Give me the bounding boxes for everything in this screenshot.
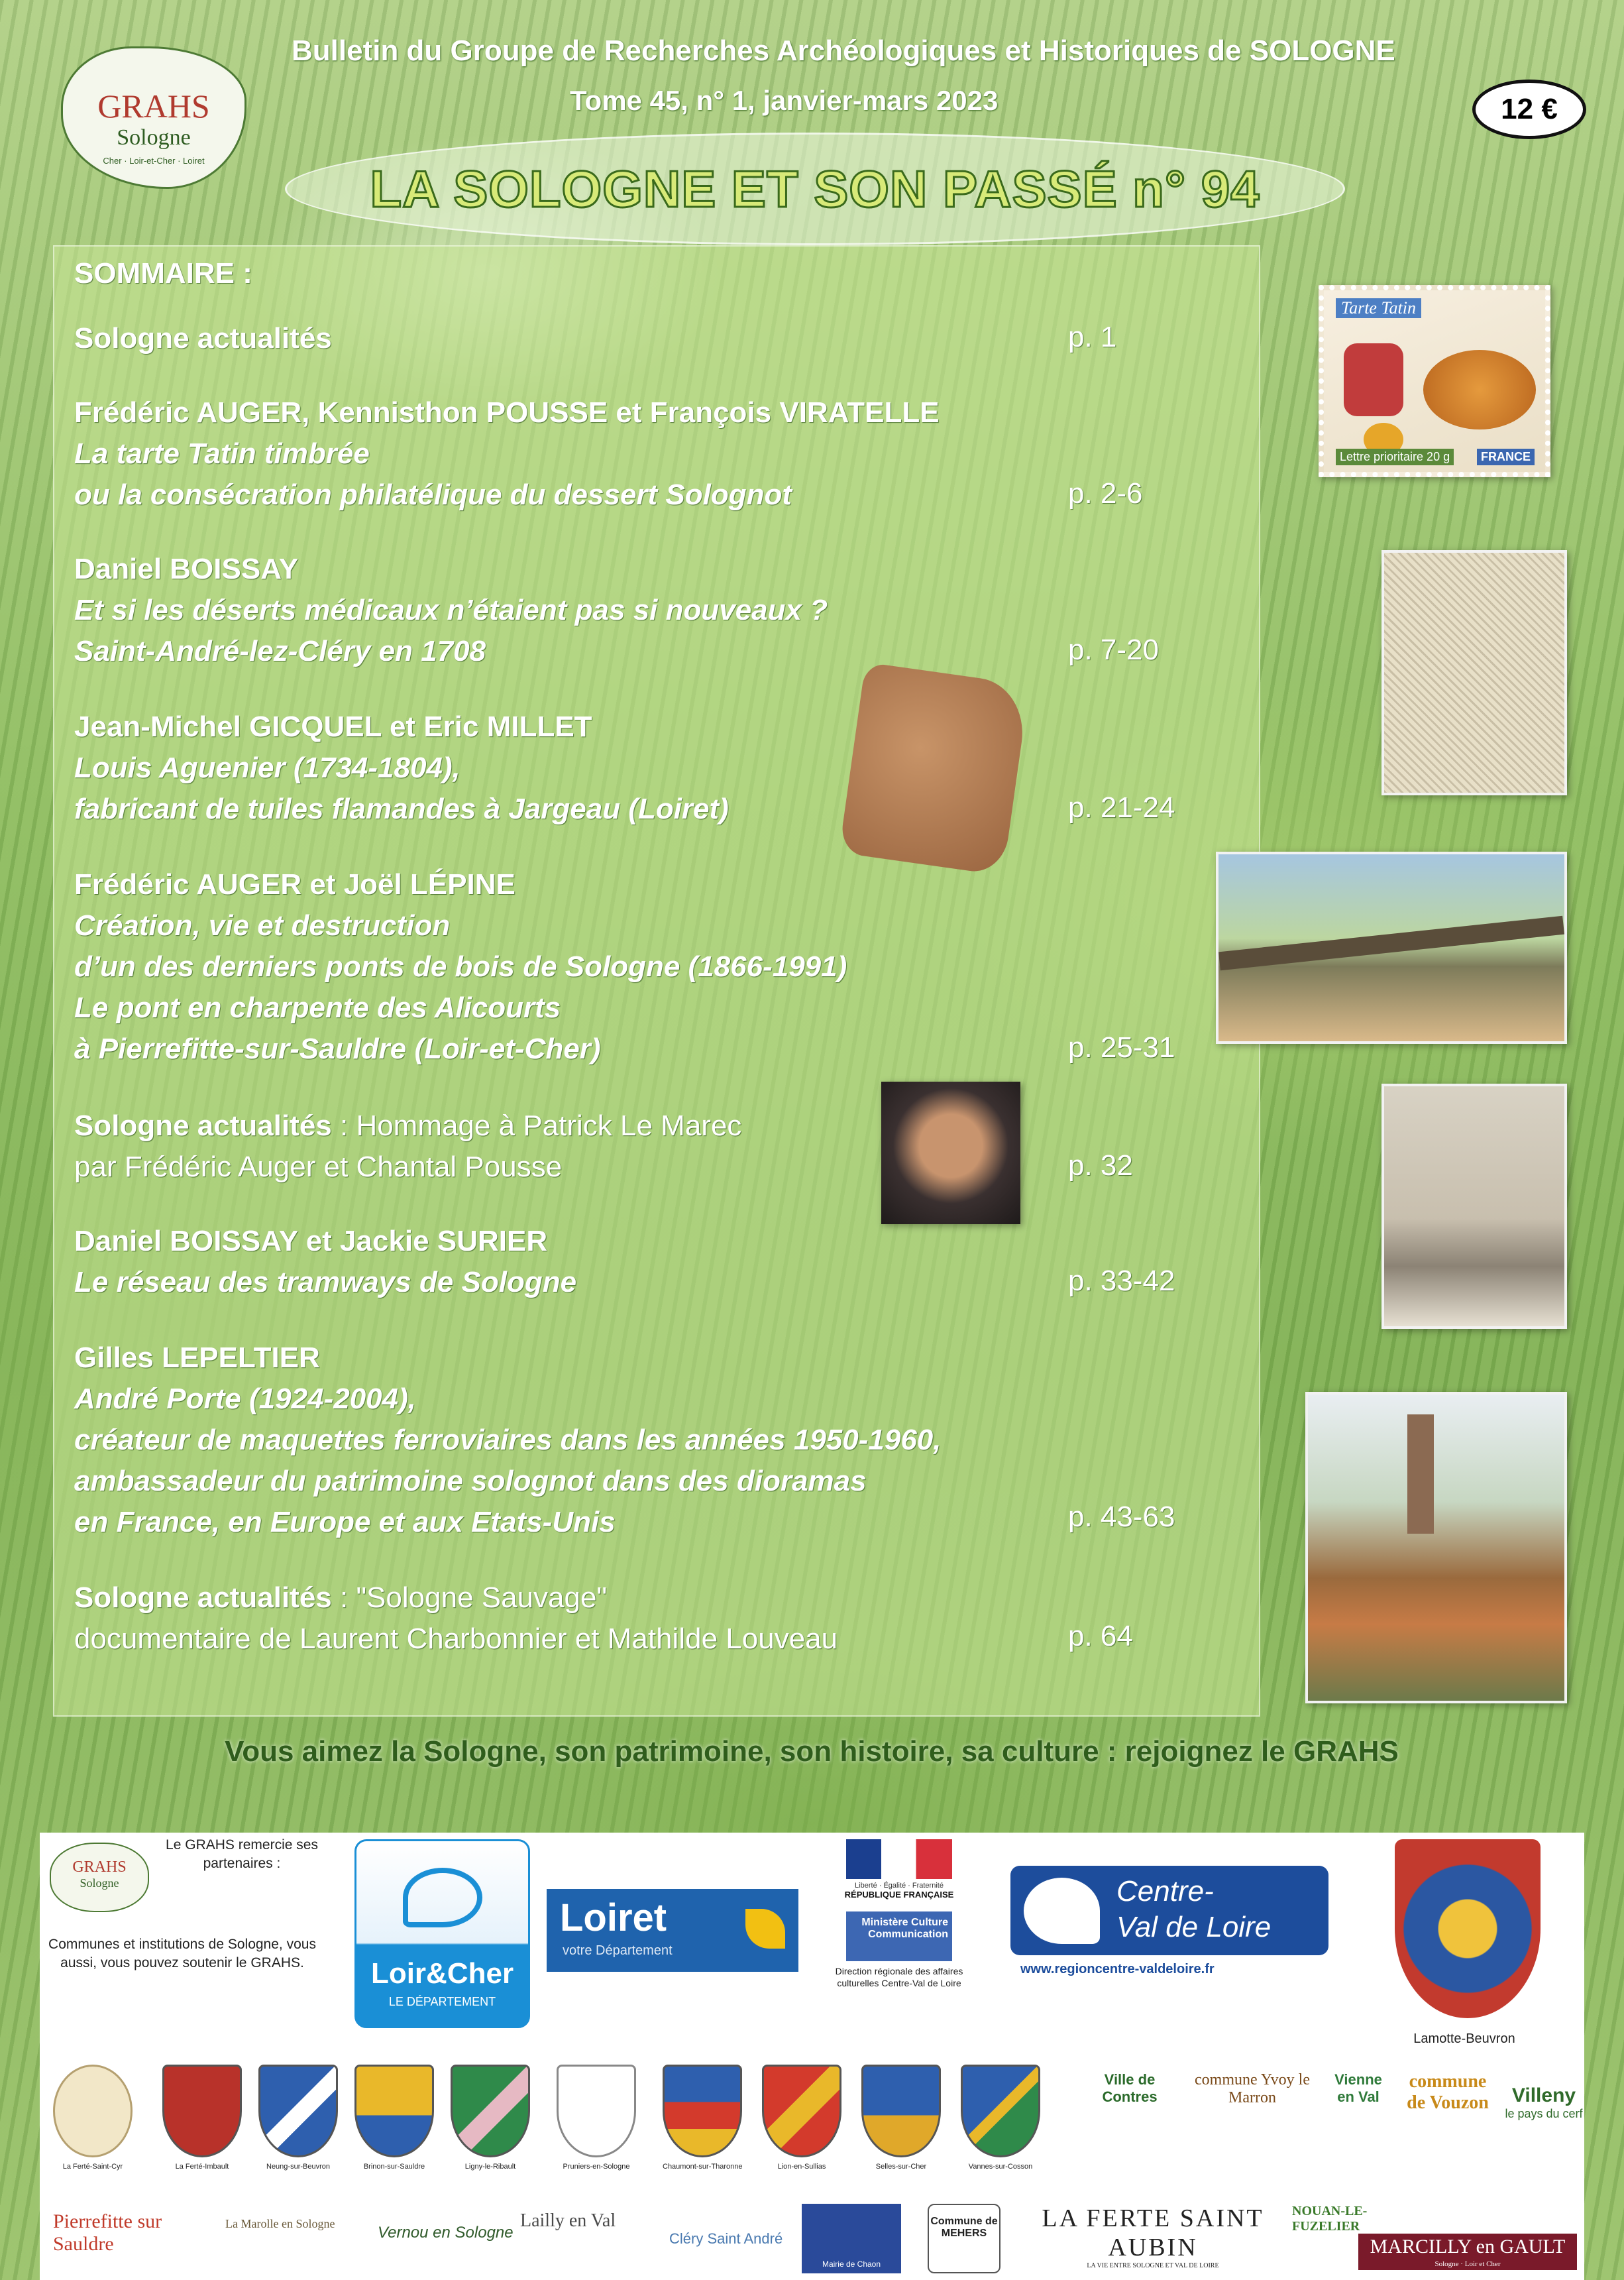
chaon-logo: Mairie de Chaon bbox=[802, 2204, 901, 2273]
commune-name: Ligny-le-Ribault bbox=[464, 2163, 516, 2171]
commune-name: Selles-sur-Cher bbox=[875, 2163, 927, 2171]
culture-ministry: Ministère Culture Communication bbox=[846, 1911, 952, 1961]
grahs-small-logo bbox=[50, 1843, 149, 1912]
cvl-url: www.regioncentre-valdeloire.fr bbox=[1020, 1962, 1215, 1976]
drac-label: Direction régionale des affaires culturelles Centre-Val de Loire bbox=[835, 1966, 963, 1988]
commune-name: La Ferté-Saint-Cyr bbox=[62, 2163, 123, 2171]
toc-title-line: d’un des derniers ponts de bois de Sologne (1866-1991) bbox=[74, 950, 847, 983]
commune-shield bbox=[258, 2065, 338, 2171]
commune-shield bbox=[762, 2065, 841, 2171]
villeny-tagline: le pays du cerf bbox=[1505, 2107, 1583, 2120]
commune-shield bbox=[53, 2065, 133, 2171]
toc-authors: Frédéric AUGER et Joël LÉPINE bbox=[74, 868, 515, 901]
bulletin-title: Bulletin du Groupe de Recherches Archéologiques et Historiques de SOLOGNE bbox=[292, 34, 1395, 67]
partners-footer bbox=[40, 1833, 1584, 2280]
toc-authors bbox=[74, 1577, 1201, 1619]
vienne-en-val-logo: Vienne en Val bbox=[1334, 2071, 1382, 2105]
rf-name: RÉPUBLIQUE FRANÇAISE bbox=[844, 1890, 954, 1900]
commune-shield bbox=[557, 2065, 636, 2171]
toc-page: p. 64 bbox=[1068, 1620, 1133, 1652]
commune-name: Vannes-sur-Cosson bbox=[968, 2163, 1033, 2171]
la-ferte-saint-aubin-tagline: LA VIE ENTRE SOLOGNE ET VAL DE LOIRE bbox=[1087, 2262, 1219, 2269]
villeny-name: Villeny bbox=[1511, 2084, 1576, 2106]
loiret-leaf-icon bbox=[745, 1909, 785, 1949]
toc-entry bbox=[74, 318, 1201, 359]
page-title: LA SOLOGNE ET SON PASSÉ n° 94 bbox=[370, 160, 1260, 218]
toc-title-line: Saint-André-lez-Cléry en 1708 bbox=[74, 635, 486, 667]
villeny-logo bbox=[1504, 2084, 1584, 2121]
coat-of-arms bbox=[451, 2065, 530, 2157]
partners-thanks: Le GRAHS remercie ses partenaires : bbox=[166, 1837, 318, 1871]
commune-name: Chaumont-sur-Tharonne bbox=[663, 2163, 743, 2171]
centre-val-de-loire-logo bbox=[1010, 1866, 1328, 1955]
toc-title-line: Louis Aguenier (1734-1804), bbox=[74, 752, 460, 784]
commune-name: Lion-en-Sullias bbox=[777, 2163, 826, 2171]
toc-authors: Daniel BOISSAY et Jackie SURIER bbox=[74, 1225, 548, 1257]
toc-title-line: Et si les déserts médicaux n’étaient pas si nouveaux ? bbox=[74, 594, 828, 626]
toc-entry bbox=[74, 549, 1201, 672]
diorama-steeple bbox=[1407, 1414, 1434, 1534]
issue-info: Tome 45, n° 1, janvier-mars 2023 bbox=[570, 85, 999, 116]
loir-et-cher-sub: LE DÉPARTEMENT bbox=[388, 1995, 496, 2008]
toc-title-line: à Pierrefitte-sur-Sauldre (Loir-et-Cher) bbox=[74, 1033, 601, 1065]
marcilly-en-gault-logo bbox=[1358, 2234, 1577, 2270]
toc-title-line: ou la consécration philatélique du dessert Solognot bbox=[74, 479, 792, 511]
toc-title-line: Le pont en charpente des Alicourts bbox=[74, 992, 561, 1024]
cvl-name: Centre- Val de Loire bbox=[1116, 1875, 1272, 1943]
commune-shield bbox=[354, 2065, 434, 2171]
coat-of-arms bbox=[354, 2065, 434, 2157]
stamp-country: FRANCE bbox=[1477, 449, 1535, 465]
toc-authors-bold: Sologne actualités bbox=[74, 1581, 332, 1614]
marcilly-name: MARCILLY en GAULT bbox=[1370, 2236, 1566, 2257]
tarte-tatin-stamp-image bbox=[1319, 285, 1550, 477]
la-ferte-saint-aubin-logo bbox=[1020, 2204, 1285, 2269]
sommaire-label: SOMMAIRE : bbox=[74, 257, 252, 290]
loir-et-cher-logo bbox=[354, 1839, 530, 2028]
toc-authors-bold: Sologne actualités bbox=[74, 1110, 332, 1142]
coat-of-arms bbox=[557, 2065, 636, 2157]
slogan: Vous aimez la Sologne, son patrimoine, son histoire, sa culture : rejoignez le GRAHS bbox=[225, 1735, 1399, 1768]
toc-page: p. 21-24 bbox=[1068, 791, 1175, 824]
lailly-en-val-logo: Lailly en Val bbox=[520, 2210, 616, 2231]
toc-authors: Frédéric AUGER, Kennisthon POUSSE et François VIRATELLE bbox=[74, 396, 940, 429]
lamotte-beuvron-label: Lamotte-Beuvron bbox=[1413, 2031, 1515, 2046]
toc-entry bbox=[74, 707, 1201, 830]
commune-shield bbox=[861, 2065, 941, 2171]
loir-et-cher-name: Loir&Cher bbox=[370, 1957, 514, 1990]
toc-authors: Sologne actualités bbox=[74, 322, 332, 355]
toc-entry bbox=[74, 1106, 1201, 1188]
toc-title-line: André Porte (1924-2004), bbox=[74, 1383, 416, 1415]
portrait-image bbox=[881, 1082, 1020, 1224]
toc-title-line: La tarte Tatin timbrée bbox=[74, 437, 370, 470]
commune-name: Neung-sur-Beuvron bbox=[266, 2163, 330, 2171]
toc-page: p. 33-42 bbox=[1068, 1265, 1175, 1297]
flemish-tile-image bbox=[839, 662, 1030, 876]
coat-of-arms bbox=[861, 2065, 941, 2157]
loiret-sub: votre Département bbox=[563, 1943, 673, 1958]
coat-of-arms bbox=[663, 2065, 742, 2157]
toc-title-line: fabricant de tuiles flamandes à Jargeau (Loiret) bbox=[74, 793, 729, 825]
logo-sub: Sologne bbox=[117, 125, 191, 150]
stamp-tart bbox=[1423, 350, 1536, 429]
toc-plain-line: documentaire de Laurent Charbonnier et Mathilde Louveau bbox=[74, 1623, 838, 1655]
toc-page: p. 7-20 bbox=[1068, 634, 1159, 666]
toc-authors: Gilles LEPELTIER bbox=[74, 1341, 320, 1374]
toc-authors: Daniel BOISSAY bbox=[74, 553, 299, 585]
lamotte-beuvron-coat-of-arms bbox=[1395, 1839, 1541, 2018]
commune-shield bbox=[961, 2065, 1040, 2171]
commune-shield bbox=[663, 2065, 742, 2171]
coat-of-arms bbox=[53, 2065, 133, 2157]
french-flag-icon bbox=[846, 1839, 952, 1879]
toc-entry bbox=[74, 392, 1201, 516]
stamp-title: Tarte Tatin bbox=[1336, 298, 1421, 318]
tramway-image bbox=[1381, 1084, 1567, 1329]
republique-francaise-logo bbox=[823, 1839, 975, 1989]
commune-name: La Ferté-Imbault bbox=[175, 2163, 229, 2171]
loiret-logo bbox=[547, 1889, 798, 1972]
engraving-image bbox=[1381, 550, 1567, 795]
toc-page: p. 43-63 bbox=[1068, 1501, 1175, 1533]
loiret-name: Loiret bbox=[560, 1896, 667, 1939]
bridge-deck bbox=[1218, 916, 1564, 970]
toc-page: p. 2-6 bbox=[1068, 477, 1143, 510]
toc-plain-line: par Frédéric Auger et Chantal Pousse bbox=[74, 1151, 563, 1183]
grahs-logo bbox=[61, 46, 246, 189]
toc-title-line: Le réseau des tramways de Sologne bbox=[74, 1266, 577, 1298]
diorama-image bbox=[1305, 1392, 1567, 1703]
toc-page: p. 25-31 bbox=[1068, 1031, 1175, 1064]
cvl-heart-icon bbox=[1024, 1878, 1100, 1944]
coat-of-arms bbox=[762, 2065, 841, 2157]
commune-shield bbox=[451, 2065, 530, 2171]
toc-authors-rest: : "Sologne Sauvage" bbox=[331, 1581, 608, 1614]
toc-entry bbox=[74, 1338, 1201, 1543]
toc-authors bbox=[74, 1106, 1201, 1147]
yvoy-le-marron-logo: commune Yvoy le Marron bbox=[1195, 2071, 1310, 2106]
toc-title-line: créateur de maquettes ferroviaires dans les années 1950-1960, bbox=[74, 1424, 942, 1456]
stamp-footer: Lettre prioritaire 20 g bbox=[1336, 449, 1454, 465]
wooden-bridge-image bbox=[1216, 852, 1567, 1044]
coat-of-arms bbox=[258, 2065, 338, 2157]
pierrefitte-logo: Pierrefitte sur Sauldre bbox=[53, 2210, 162, 2255]
toc-entry bbox=[74, 864, 1201, 1070]
commune-name: Pruniers-en-Sologne bbox=[563, 2163, 630, 2171]
loir-et-cher-emblem bbox=[403, 1868, 482, 1927]
stamp-pot bbox=[1344, 343, 1403, 416]
price-badge: 12 € bbox=[1472, 80, 1586, 139]
small-logo-name: GRAHS bbox=[72, 1858, 127, 1876]
toc-title-line: Création, vie et destruction bbox=[74, 909, 451, 942]
marcilly-tagline: Sologne · Loir et Cher bbox=[1435, 2260, 1501, 2268]
contres-logo: Ville de Contres bbox=[1102, 2071, 1158, 2105]
la-ferte-saint-aubin-name: LA FERTE SAINT AUBIN bbox=[1042, 2204, 1264, 2261]
commune-logos-row bbox=[40, 2204, 1584, 2277]
toc-page: p. 32 bbox=[1068, 1149, 1133, 1182]
toc-title-line: ambassadeur du patrimoine solognot dans des dioramas bbox=[74, 1465, 867, 1497]
rf-motto: Liberté · Égalité · Fraternité bbox=[855, 1882, 944, 1890]
toc-page: p. 1 bbox=[1068, 321, 1117, 353]
coat-of-arms bbox=[162, 2065, 242, 2157]
communes-invite: Communes et institutions de Sologne, vous aussi, vous pouvez soutenir le GRAHS. bbox=[48, 1937, 316, 1970]
vernou-logo: Vernou en Sologne bbox=[378, 2224, 514, 2242]
la-marolle-logo: La Marolle en Sologne bbox=[225, 2217, 335, 2230]
toc-entry bbox=[74, 1577, 1201, 1660]
toc-authors-rest: : Hommage à Patrick Le Marec bbox=[331, 1110, 742, 1142]
small-logo-sub: Sologne bbox=[80, 1876, 119, 1890]
clery-saint-andre-logo: Cléry Saint André bbox=[669, 2230, 783, 2247]
nouan-le-fuzelier-logo: NOUAN-LE-FUZELIER bbox=[1292, 2204, 1368, 2234]
vouzon-logo: commune de Vouzon bbox=[1407, 2071, 1489, 2113]
coat-of-arms bbox=[961, 2065, 1040, 2157]
mehers-logo: Commune de MEHERS bbox=[928, 2204, 1001, 2273]
logo-small: Cher · Loir-et-Cher · Loiret bbox=[103, 156, 205, 166]
logo-name: GRAHS bbox=[97, 87, 210, 125]
toc-entry bbox=[74, 1221, 1201, 1303]
commune-shield bbox=[162, 2065, 242, 2171]
toc-authors: Jean-Michel GICQUEL et Eric MILLET bbox=[74, 711, 592, 743]
toc-title-line: en France, en Europe et aux Etats-Unis bbox=[74, 1506, 616, 1538]
commune-name: Brinon-sur-Sauldre bbox=[363, 2163, 425, 2171]
